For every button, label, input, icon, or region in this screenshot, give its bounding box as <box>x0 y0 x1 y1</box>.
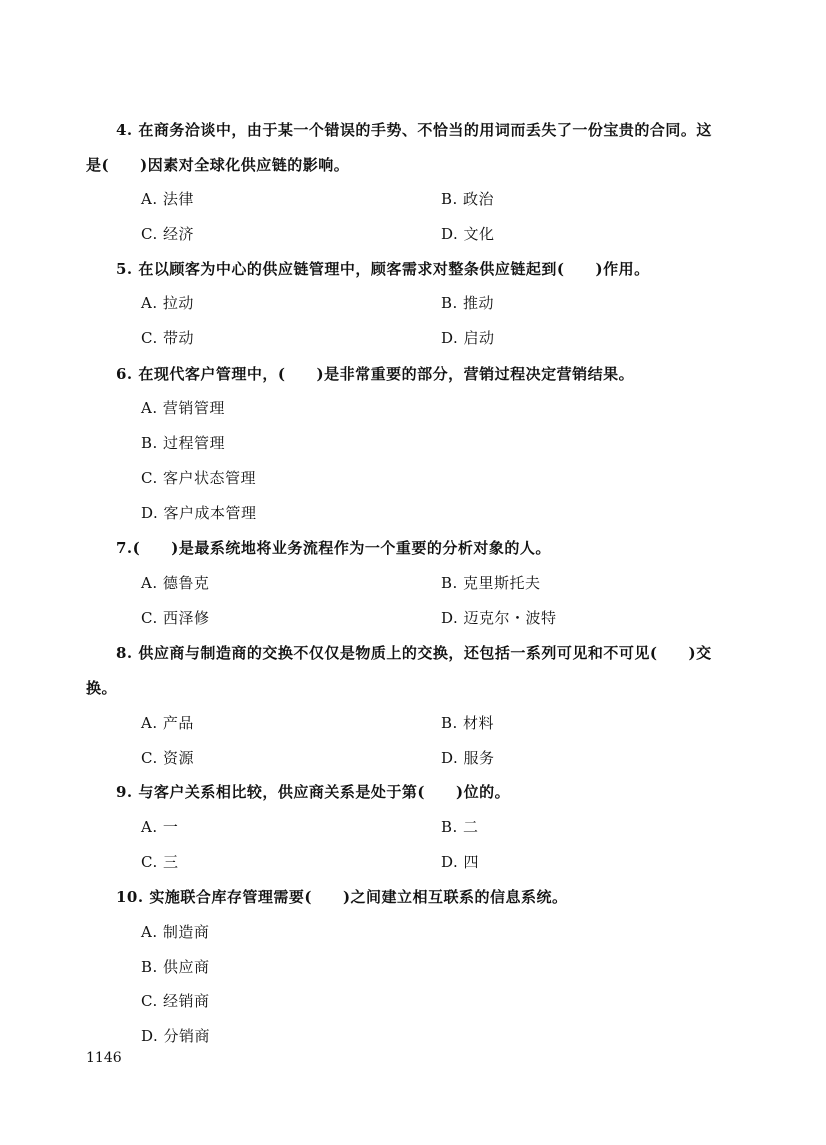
question-6-option-c: C. 客户状态管理 <box>141 469 256 487</box>
question-9-option-a: A. 一 <box>141 818 179 836</box>
question-8-option-d: D. 服务 <box>441 749 495 767</box>
question-5-option-c: C. 带动 <box>141 329 194 347</box>
question-7-option-b: B. 克里斯托夫 <box>441 574 541 592</box>
question-8-stem-line-1: 8. 供应商与制造商的交换不仅仅是物质上的交换，还包括一系列可见和不可见( )交 <box>116 644 712 662</box>
question-8-option-a: A. 产品 <box>141 714 194 732</box>
question-10-option-a: A. 制造商 <box>141 923 210 941</box>
question-5-option-a: A. 拉动 <box>141 294 194 312</box>
question-9-option-c: C. 三 <box>141 853 179 871</box>
question-4-stem-line-1: 4. 在商务洽谈中，由于某一个错误的手势、不恰当的用词而丢失了一份宝贵的合同。这 <box>116 121 712 139</box>
question-10-stem: 10. 实施联合库存管理需要( )之间建立相互联系的信息系统。 <box>116 888 568 906</box>
question-10-option-d: D. 分销商 <box>141 1027 211 1045</box>
question-7-option-c: C. 西泽修 <box>141 609 210 627</box>
question-10-option-c: C. 经销商 <box>141 992 210 1010</box>
page-number: 1146 <box>86 1050 122 1066</box>
question-8-option-c: C. 资源 <box>141 749 194 767</box>
question-6-option-d: D. 客户成本管理 <box>141 504 257 522</box>
question-8-stem-line-2: 换。 <box>86 679 118 697</box>
question-6-stem: 6. 在现代客户管理中，( )是非常重要的部分，营销过程决定营销结果。 <box>116 365 635 383</box>
question-4-option-c: C. 经济 <box>141 225 194 243</box>
question-4-option-b: B. 政治 <box>441 190 495 208</box>
question-9-option-b: B. 二 <box>441 818 479 836</box>
question-6-option-b: B. 过程管理 <box>141 434 226 452</box>
question-9-stem: 9. 与客户关系相比较，供应商关系是处于第( )位的。 <box>116 783 511 801</box>
question-4-option-d: D. 文化 <box>441 225 495 243</box>
question-10-option-b: B. 供应商 <box>141 958 210 976</box>
question-8-option-b: B. 材料 <box>441 714 495 732</box>
question-5-option-b: B. 推动 <box>441 294 495 312</box>
question-4-stem-line-2: 是( )因素对全球化供应链的影响。 <box>86 156 350 174</box>
question-7-option-a: A. 德鲁克 <box>141 574 210 592</box>
question-7-option-d: D. 迈克尔・波特 <box>441 609 557 627</box>
question-9-option-d: D. 四 <box>441 853 480 871</box>
question-5-stem: 5. 在以顾客为中心的供应链管理中，顾客需求对整条供应链起到( )作用。 <box>116 260 650 278</box>
question-6-option-a: A. 营销管理 <box>141 399 225 417</box>
question-4-option-a: A. 法律 <box>141 190 194 208</box>
question-5-option-d: D. 启动 <box>441 329 495 347</box>
question-7-stem: 7.( )是最系统地将业务流程作为一个重要的分析对象的人。 <box>116 539 551 557</box>
